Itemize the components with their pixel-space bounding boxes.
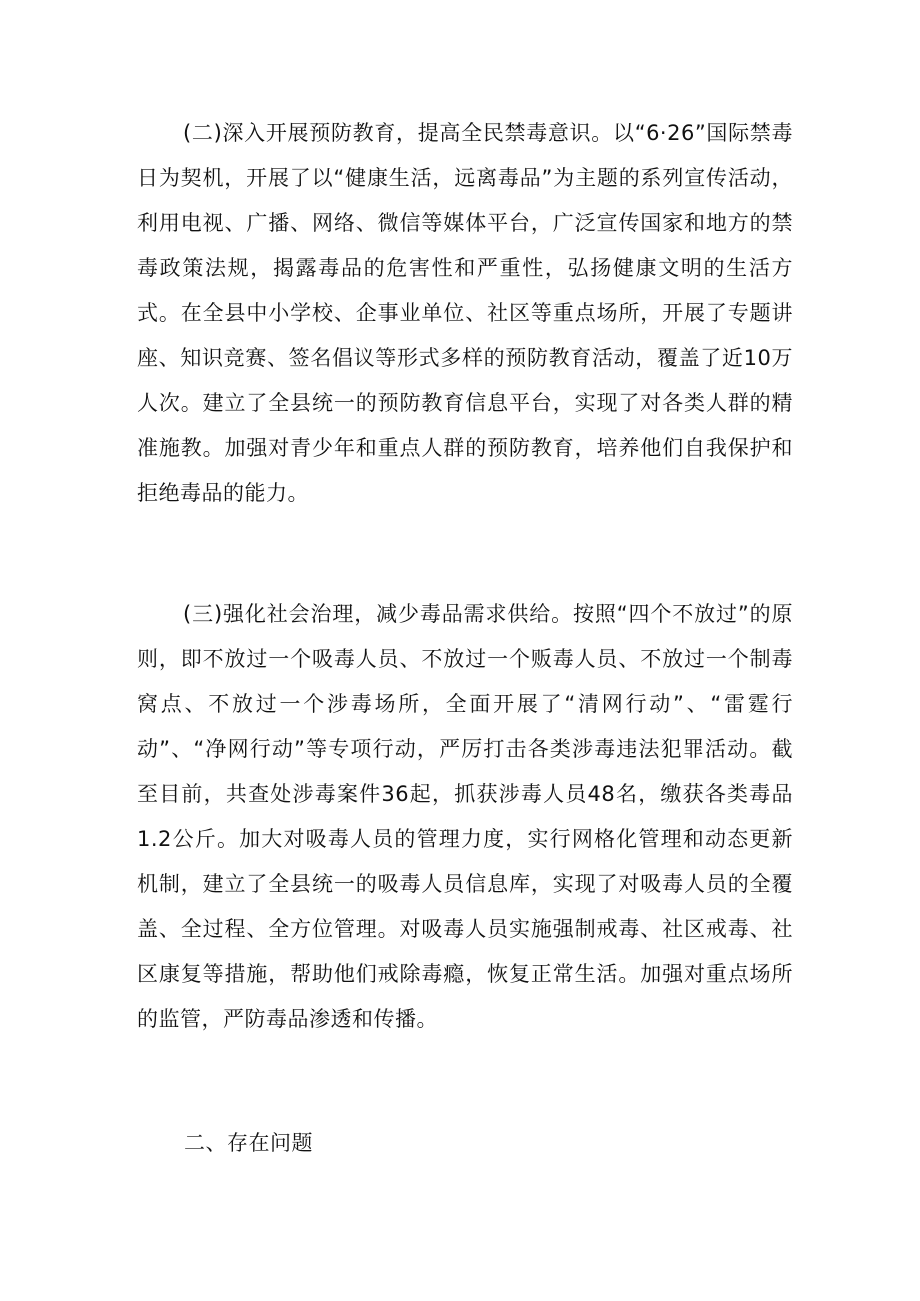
paragraph-prevention-education: (二)深入开展预防教育，提高全民禁毒意识。以“6·26”国际禁毒日为契机，开展了以“健康生活，远离毒品”为主题的系列宣传活动，利用电视、广播、网络、微信等媒体平台，广泛宣传国家和地方的禁毒政策法规，揭露毒品的危害性和严重性，弘扬健康文明的生活方式。在全县中小学校、企事业单位、社区等重点场所，开展了专题讲座、知识竞赛、签名倡议等形式多样的预防教育活动，覆盖了近10万人次。建立了全县统一的预防教育信息平台，实现了对各类人群的精准施教。加强对青少年和重点人群的预防教育，培养他们自我保护和拒绝毒品的能力。 xyxy=(137,121,793,505)
paragraph-social-governance: (三)强化社会治理，减少毒品需求供给。按照“四个不放过”的原则，即不放过一个吸毒人员、不放过一个贩毒人员、不放过一个制毒窝点、不放过一个涉毒场所，全面开展了“清网行动”、“雷霆行动”、“净网行动”等专项行动，严厉打击各类涉毒违法犯罪活动。截至目前，共查处涉毒案件36起，抓获涉毒人员48名，缴获各类毒品1.2公斤。加大对吸毒人员的管理力度，实行网格化管理和动态更新机制，建立了全县统一的吸毒人员信息库，实现了对吸毒人员的全覆盖、全过程、全方位管理。对吸毒人员实施强制戒毒、社区戒毒、社区康复等措施，帮助他们戒除毒瘾，恢复正常生活。加强对重点场所的监管，严防毒品渗透和传播。 xyxy=(137,602,793,1031)
section-heading-existing-problems: 二、存在问题 xyxy=(184,1131,313,1155)
